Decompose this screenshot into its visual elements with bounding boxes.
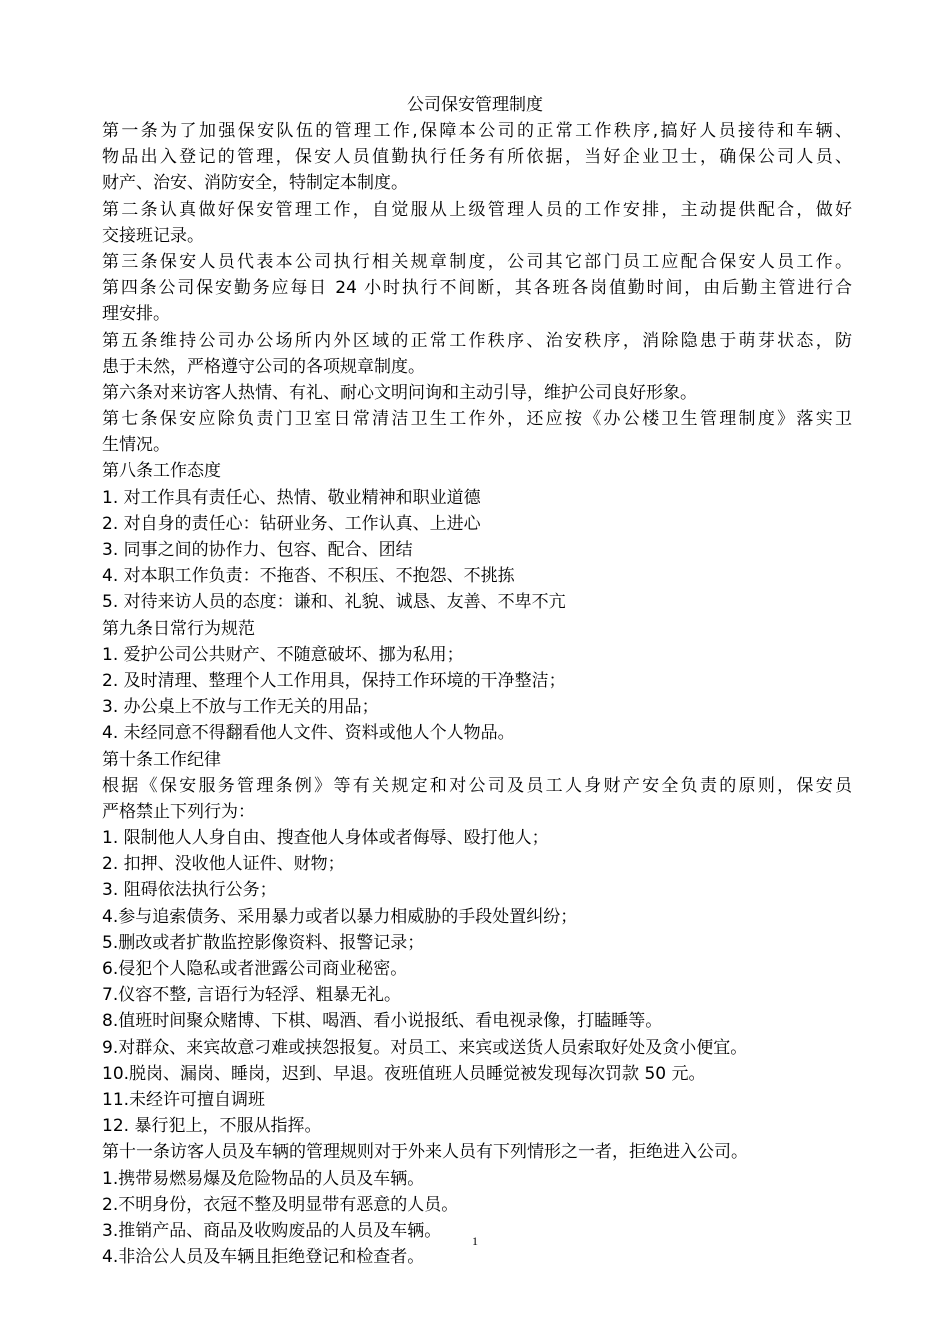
text-line: 12. 暴行犯上，不服从指挥。 bbox=[102, 1116, 322, 1137]
text-line: 3. 同事之间的协作力、包容、配合、团结 bbox=[102, 540, 413, 560]
text-line: 1. 爱护公司公共财产、不随意破坏、挪为私用； bbox=[102, 644, 464, 665]
text-line: 6.侵犯个人隐私或者泄露公司商业秘密。 bbox=[102, 959, 408, 979]
text-line: 第十一条访客人员及车辆的管理规则对于外来人员有下列情形之一者，拒绝进入公司。 bbox=[102, 1142, 748, 1163]
text-line: 2.不明身份，衣冠不整及明显带有恶意的人员。 bbox=[102, 1194, 459, 1215]
text-line: 5. 对待来访人员的态度：谦和、礼貌、诚恳、友善、不卑不亢 bbox=[102, 592, 566, 613]
text-line: 10.脱岗、漏岗、睡岗，迟到、早退。夜班值班人员睡觉被发现每次罚款 50 元。 bbox=[102, 1063, 706, 1084]
text-line: 3. 办公桌上不放与工作无关的用品； bbox=[102, 697, 379, 718]
text-line: 4.非洽公人员及车辆且拒绝登记和检查者。 bbox=[102, 1247, 425, 1268]
text-line: 4. 对本职工作负责：不拖沓、不积压、不抱怨、不挑拣 bbox=[102, 566, 515, 587]
text-line: 生情况。 bbox=[102, 435, 170, 456]
text-line: 交接班记录。 bbox=[102, 225, 204, 246]
text-line: 根据《保安服务管理条例》等有关规定和对公司及员工人身财产安全负责的原则，保安员 bbox=[102, 775, 852, 796]
text-line: 第三条保安人员代表本公司执行相关规章制度，公司其它部门员工应配合保安人员工作。 bbox=[102, 251, 852, 272]
text-line: 第七条保安应除负责门卫室日常清洁卫生工作外，还应按《办公楼卫生管理制度》落实卫 bbox=[102, 409, 852, 430]
text-line: 第十条工作纪律 bbox=[102, 749, 221, 770]
text-line: 第九条日常行为规范 bbox=[102, 618, 255, 639]
text-line: 1. 对工作具有责任心、热情、敬业精神和职业道德 bbox=[102, 487, 481, 508]
text-line: 2. 及时清理、整理个人工作用具，保持工作环境的干净整洁； bbox=[102, 670, 566, 691]
document-body bbox=[102, 118, 852, 1270]
text-line: 4.参与追索债务、采用暴力或者以暴力相威胁的手段处置纠纷； bbox=[102, 906, 578, 927]
text-line: 3.推销产品、商品及收购废品的人员及车辆。 bbox=[102, 1220, 442, 1241]
text-line: 7.仪容不整, 言语行为轻浮、粗暴无礼。 bbox=[102, 985, 402, 1006]
text-line: 物品出入登记的管理，保安人员值勤执行任务有所依据，当好企业卫士，确保公司人员、 bbox=[102, 147, 852, 168]
text-line: 3. 阻碍依法执行公务； bbox=[102, 880, 277, 901]
text-line: 1.携带易燃易爆及危险物品的人员及车辆。 bbox=[102, 1168, 425, 1189]
text-line: 2. 扣押、没收他人证件、财物； bbox=[102, 854, 345, 875]
text-line: 患于未然，严格遵守公司的各项规章制度。 bbox=[102, 356, 425, 377]
text-line: 9.对群众、来宾故意刁难或挟怨报复。对员工、来宾或送货人员索取好处及贪小便宜。 bbox=[102, 1037, 748, 1058]
text-line: 4. 未经同意不得翻看他人文件、资料或他人个人物品。 bbox=[102, 723, 515, 744]
text-line: 严格禁止下列行为： bbox=[102, 801, 255, 822]
text-line: 8.值班时间聚众赌博、下棋、喝酒、看小说报纸、看电视录像，打瞌睡等。 bbox=[102, 1011, 663, 1032]
text-line: 财产、治安、消防安全，特制定本制度。 bbox=[102, 173, 408, 194]
text-line: 11.未经许可擅自调班 bbox=[102, 1089, 266, 1110]
text-line: 2. 对自身的责任心：钻研业务、工作认真、上进心 bbox=[102, 513, 481, 534]
text-line: 5.删改或者扩散监控影像资料、报警记录； bbox=[102, 932, 425, 953]
text-line: 第五条维持公司办公场所内外区域的正常工作秩序、治安秩序，消除隐患于萌芽状态，防 bbox=[102, 330, 852, 351]
text-line: 1. 限制他人人身自由、搜查他人身体或者侮辱、殴打他人； bbox=[102, 828, 549, 849]
text-line: 第四条公司保安勤务应每日 24 小时执行不间断，其各班各岗值勤时间，由后勤主管进行合 bbox=[102, 278, 852, 299]
page-number: 1 bbox=[472, 1234, 478, 1248]
text-line: 第八条工作态度 bbox=[102, 461, 221, 482]
text-line: 第六条对来访客人热情、有礼、耐心文明问询和主动引导，维护公司良好形象。 bbox=[102, 382, 697, 403]
text-line: 第二条认真做好保安管理工作，自觉服从上级管理人员的工作安排，主动提供配合，做好 bbox=[102, 199, 852, 220]
text-line: 第一条为了加强保安队伍的管理工作,保障本公司的正常工作秩序,搞好人员接待和车辆、 bbox=[102, 121, 852, 141]
text-line: 理安排。 bbox=[102, 304, 170, 325]
document-title: 公司保安管理制度 bbox=[407, 95, 543, 115]
